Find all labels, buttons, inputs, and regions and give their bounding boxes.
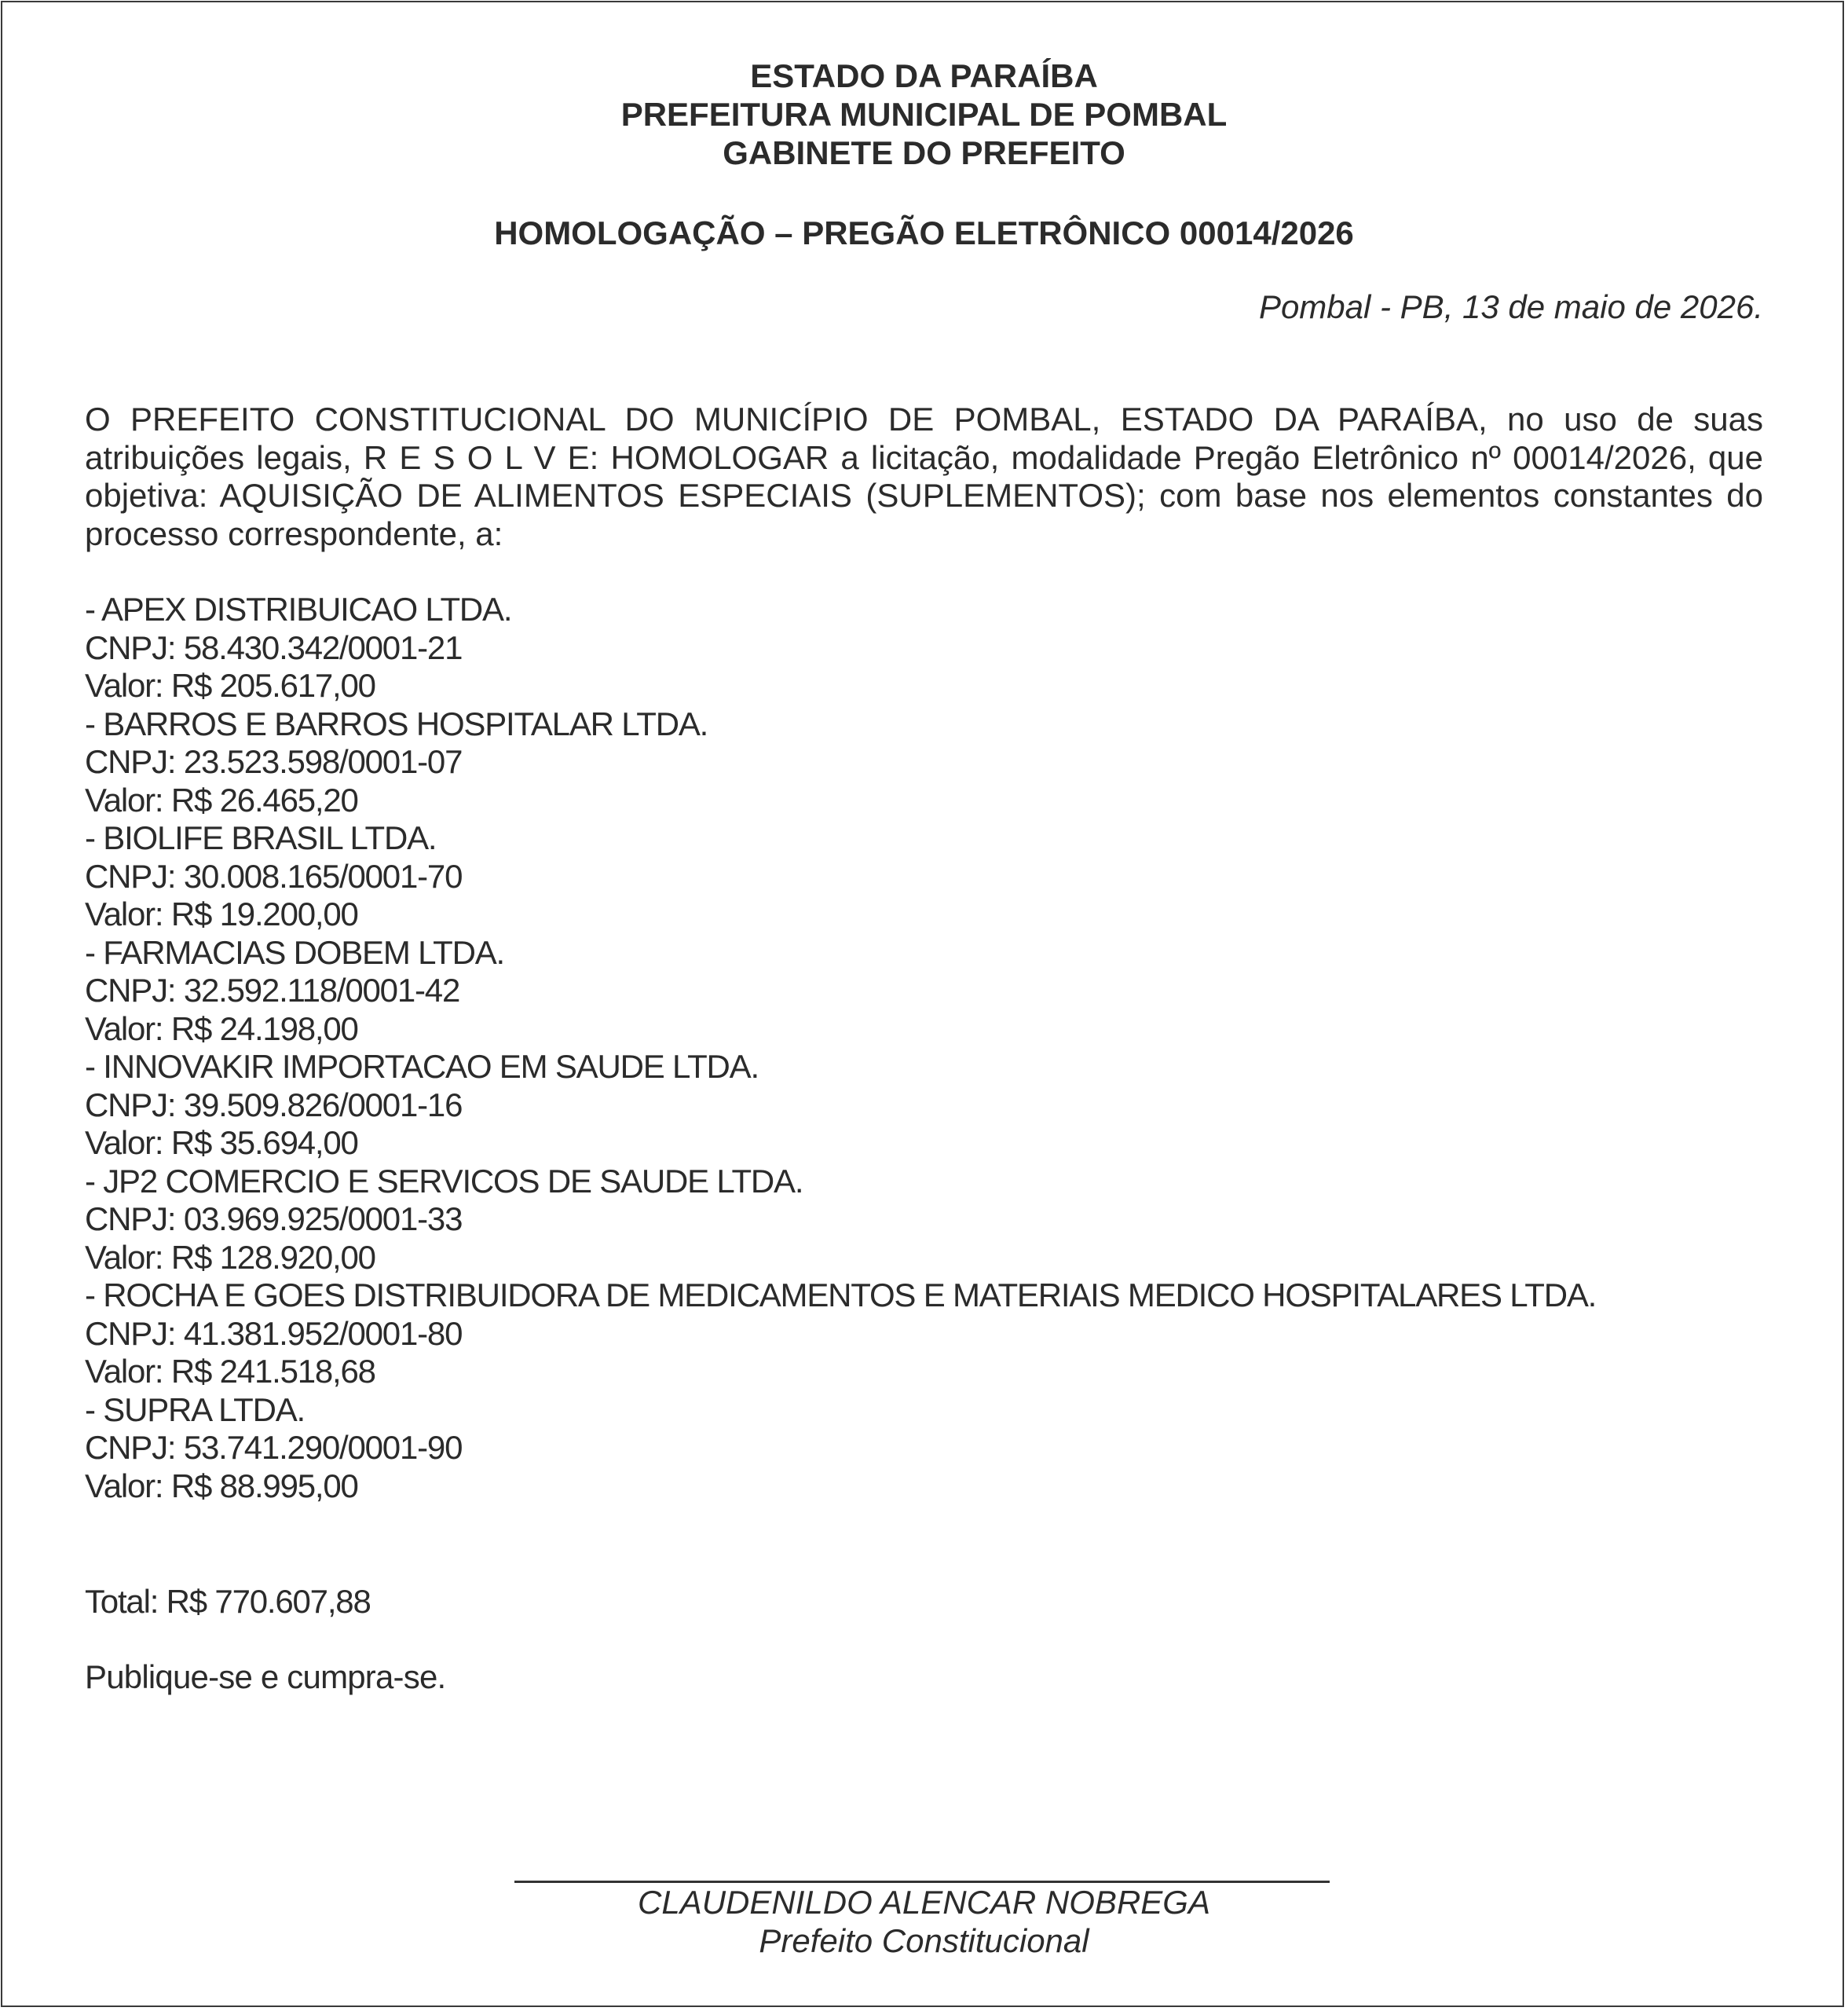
company-cnpj: CNPJ: 39.509.826/0001-16	[85, 1086, 463, 1123]
company-cnpj: CNPJ: 41.381.952/0001-80	[85, 1314, 463, 1352]
company-name: - SUPRA LTDA.	[85, 1390, 306, 1428]
company-valor: Valor: R$ 88.995,00	[85, 1467, 358, 1504]
company-valor: Valor: R$ 241.518,68	[85, 1353, 375, 1390]
company-valor: Valor: R$ 24.198,00	[85, 1009, 358, 1047]
company-name: - FARMACIAS DOBEM LTDA.	[85, 933, 505, 971]
company-entry	[85, 1163, 1656, 1277]
company-list	[85, 591, 1656, 1505]
company-name: - BIOLIFE BRASIL LTDA.	[85, 819, 437, 856]
document-title: HOMOLOGAÇÃO – PREGÃO ELETRÔNICO 00014/2026	[494, 214, 1354, 251]
company-name: - APEX DISTRIBUICAO LTDA.	[85, 591, 512, 628]
company-entry	[85, 591, 1656, 705]
company-entry	[85, 705, 1656, 820]
place-date: Pombal - PB, 13 de maio de 2026.	[1258, 288, 1763, 325]
signer-role: Prefeito Constitucional	[759, 1922, 1089, 1959]
company-cnpj: CNPJ: 23.523.598/0001-07	[85, 743, 463, 780]
company-cnpj: CNPJ: 30.008.165/0001-70	[85, 857, 463, 895]
company-entry	[85, 1391, 1656, 1506]
signer-name: CLAUDENILDO ALENCAR NOBREGA	[638, 1884, 1210, 1921]
closing-text: Publique-se e cumpra-se.	[85, 1658, 446, 1695]
company-cnpj: CNPJ: 32.592.118/0001-42	[85, 972, 460, 1009]
company-name: - JP2 COMERCIO E SERVICOS DE SAUDE LTDA.	[85, 1162, 803, 1200]
body-paragraph: O PREFEITO CONSTITUCIONAL DO MUNICÍPIO DE POMBAL, ESTADO DA PARAÍBA, no uso de suas atribuições legais, R E S O L V E: HOMOLOGAR a licitação, modalidade Pregão Eletrônico nº 00014/2026, que objetiva: AQUISIÇÃO DE ALIMENTOS ESPECIAIS (SUPLEMENTOS); com base nos elementos constantes do processo correspondente, a:	[85, 401, 1763, 552]
company-entry	[85, 819, 1656, 934]
company-name: - ROCHA E GOES DISTRIBUIDORA DE MEDICAMENTOS E MATERIAIS MEDICO HOSPITALARES LTDA.	[85, 1277, 1597, 1313]
company-valor: Valor: R$ 205.617,00	[85, 667, 375, 704]
total-value: Total: R$ 770.607,88	[85, 1583, 371, 1620]
header-office: GABINETE DO PREFEITO	[723, 134, 1125, 171]
signature-line	[514, 1881, 1330, 1883]
company-valor: Valor: R$ 128.920,00	[85, 1238, 375, 1276]
company-valor: Valor: R$ 19.200,00	[85, 896, 358, 932]
company-valor: Valor: R$ 26.465,20	[85, 781, 358, 819]
company-cnpj: CNPJ: 53.741.290/0001-90	[85, 1429, 463, 1466]
company-cnpj: CNPJ: 58.430.342/0001-21	[85, 628, 463, 666]
company-cnpj: CNPJ: 03.969.925/0001-33	[85, 1200, 463, 1237]
company-entry	[85, 1277, 1656, 1391]
company-entry	[85, 934, 1656, 1049]
company-name: - BARROS E BARROS HOSPITALAR LTDA.	[85, 705, 708, 742]
document-header	[0, 57, 1848, 172]
company-entry	[85, 1048, 1656, 1163]
company-valor: Valor: R$ 35.694,00	[85, 1124, 358, 1161]
header-prefecture: PREFEITURA MUNICIPAL DE POMBAL	[620, 96, 1228, 133]
company-name: - INNOVAKIR IMPORTACAO EM SAUDE LTDA.	[85, 1048, 759, 1085]
header-state: ESTADO DA PARAÍBA	[750, 57, 1098, 94]
